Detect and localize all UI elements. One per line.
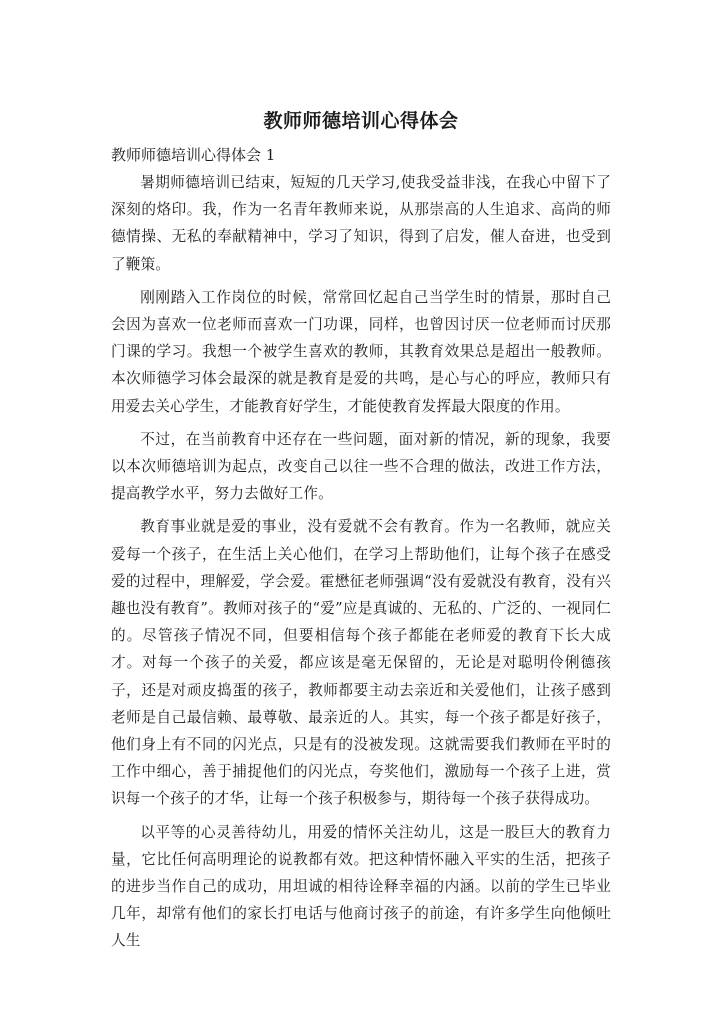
- document-subtitle: 教师师德培训心得体会 1: [111, 146, 276, 164]
- paragraph: 暑期师德培训已结束，短短的几天学习,使我受益非浅，在我心中留下了深刻的烙印。我，作为一名青年教师来说，从那崇高的人生追求、高尚的师德情操、无私的奉献精神中，学习了知识，得到了启发，催人奋进，也受到了鞭策。: [111, 174, 611, 273]
- paragraph: 以平等的心灵善待幼儿，用爱的情怀关注幼儿，这是一股巨大的教育力量，它比任何高明理论的说教都有效。把这种情怀融入平实的生活，把孩子的进步当作自己的成功，用坦诚的相待诠释幸福的内涵。以前的学生已毕业几年，却常有他们的家长打电话与他商讨孩子的前途，有许多学生向他倾吐人生: [111, 823, 611, 950]
- paragraph: 教育事业就是爱的事业，没有爱就不会有教育。作为一名教师，就应关爱每一个孩子，在生活上关心他们，在学习上帮助他们，让每个孩子在感受爱的过程中，理解爱，学会爱。霍懋征老师强调“没有爱就没有教育，没有兴趣也没有教育”。教师对孩子的“爱”应是真诚的、无私的、广泛的、一视同仁的。尽管孩子情况不同，但要相信每个孩子都能在老师爱的教育下长大成才。对每一个孩子的关爱，都应该是毫无保留的，无论是对聪明伶俐德孩子，还是对顽皮捣蛋的孩子，教师都要主动去亲近和关爱他们，让孩子感到老师是自己最信赖、最尊敬、最亲近的人。其实，每一个孩子都是好孩子，他们身上有不同的闪光点，只是有的没被发现。这就需要我们教师在平时的工作中细心，善于捕捉他们的闪光点，夸奖他们，激励每一个孩子上进，赏识每一个孩子的才华，让每一个孩子积极参与，期待每一个孩子获得成功。: [111, 518, 611, 808]
- document-title: 教师师德培训心得体会: [263, 110, 459, 132]
- document-page: [111, 106, 611, 961]
- paragraph: 不过，在当前教育中还存在一些问题，面对新的情况，新的现象，我要以本次师德培训为起点，改变自己以往一些不合理的做法，改进工作方法，提高教学水平，努力去做好工作。: [111, 430, 611, 503]
- paragraph: 刚刚踏入工作岗位的时候，常常回忆起自己当学生时的情景，那时自己会因为喜欢一位老师而喜欢一门功课，同样，也曾因讨厌一位老师而讨厌那门课的学习。我想一个被学生喜欢的教师，其教育效果总是超出一般教师。本次师德学习体会最深的就是教育是爱的共鸣，是心与心的呼应，教师只有用爱去关心学生，才能教育好学生，才能使教育发挥最大限度的作用。: [111, 288, 611, 415]
